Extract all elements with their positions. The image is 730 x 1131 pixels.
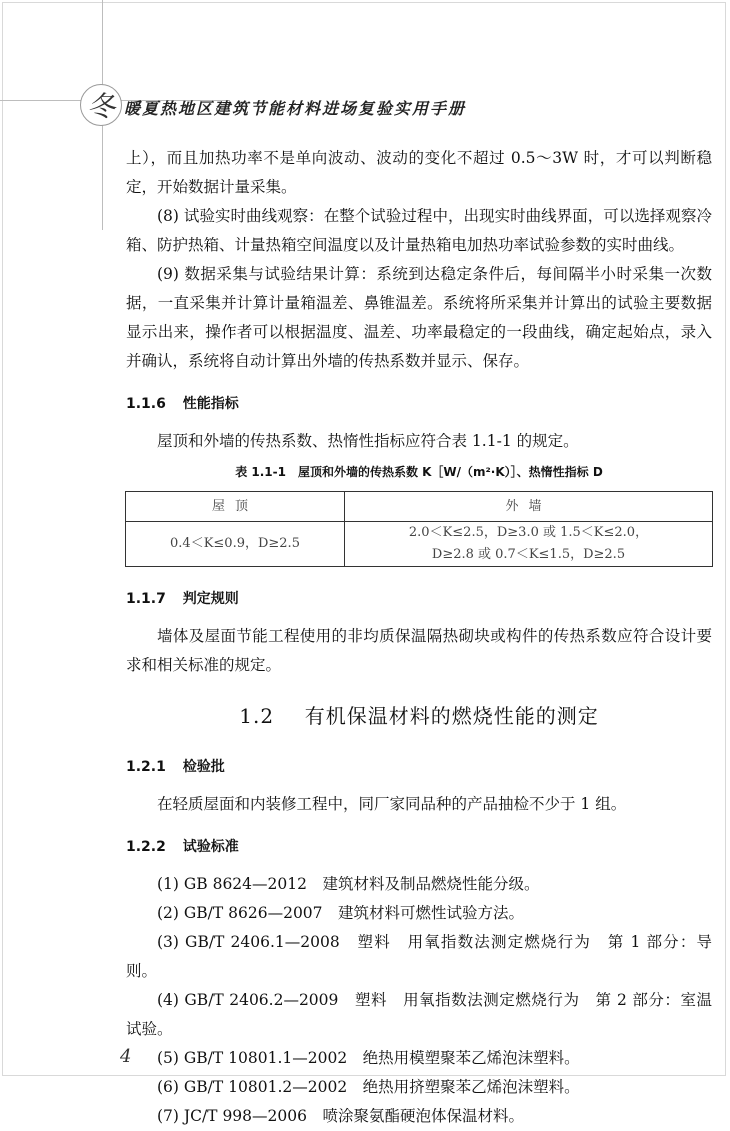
section-heading-1-2-1 xyxy=(126,753,712,782)
paragraph-batch: 在轻质屋面和内装修工程中，同厂家同品种的产品抽检不少于 1 组。 xyxy=(157,795,627,813)
section-title: 性能指标 xyxy=(182,396,239,412)
standards-list xyxy=(126,870,712,1131)
section-heading-1-1-7 xyxy=(126,585,712,614)
table-cell-wall-line-2: D≥2.8 或 0.7＜K≤1.5，D≥2.5 xyxy=(431,547,626,562)
section-number: 1.2.1 xyxy=(126,759,166,775)
section-number: 1.2.2 xyxy=(126,839,166,855)
table-cell-roof: 0.4＜K≤0.9，D≥2.5 xyxy=(126,522,345,567)
section-title: 检验批 xyxy=(182,759,225,775)
list-item: (3) GB/T 2406.1—2008 塑料 用氧指数法测定燃烧行为 第 1 部分：导则。 xyxy=(126,933,712,980)
season-mark-emblem xyxy=(80,84,122,126)
section-title: 判定规则 xyxy=(182,591,239,607)
chapter-heading-1-2 xyxy=(126,702,712,731)
list-item: (1) GB 8624—2012 建筑材料及制品燃烧性能分级。 xyxy=(157,875,540,893)
paragraph-step-9: (9) 数据采集与试验结果计算：系统到达稳定条件后，每间隔半小时采集一次数据，一直采集并计算计量箱温差、鼻锥温差。系统将所采集并计算出的试验主要数据显示出来，操作者可以根据温度、温差、功率最稳定的一段曲线，确定起始点，录入并确认，系统将自动计算出外墙的传热系数并显示、保存。 xyxy=(126,265,712,370)
chapter-title: 有机保温材料的燃烧性能的测定 xyxy=(304,704,599,728)
paragraph-judgement: 墙体及屋面节能工程使用的非均质保温隔热砌块或构件的传热系数应符合设计要求和相关标准的规定。 xyxy=(126,627,712,674)
table-title: 表 1.1-1 屋顶和外墙的传热系数 K［W/（m²·K）］、热惰性指标 D xyxy=(235,465,603,479)
list-item: (6) GB/T 10801.2—2002 绝热用挤塑聚苯乙烯泡沫塑料。 xyxy=(157,1078,580,1096)
paragraph-continuation: 上），而且加热功率不是单向波动、波动的变化不超过 0.5～3W 时，才可以判断稳定，开始数据计量采集。 xyxy=(126,149,712,196)
section-heading-1-1-6 xyxy=(126,390,712,419)
page-number: 4 xyxy=(120,1046,132,1067)
table-header-wall: 外墙 xyxy=(345,492,713,522)
table-cell-wall-line-1: 2.0＜K≤2.5，D≥3.0 或 1.5＜K≤2.0， xyxy=(408,525,649,540)
list-item: (7) JC/T 998—2006 喷涂聚氨酯硬泡体保温材料。 xyxy=(157,1107,524,1125)
section-number: 1.1.6 xyxy=(126,396,166,412)
section-title: 试验标准 xyxy=(182,839,239,855)
table-cell-wall xyxy=(345,522,713,567)
section-heading-1-2-2 xyxy=(126,833,712,862)
list-item: (2) GB/T 8626—2007 建筑材料可燃性试验方法。 xyxy=(157,904,525,922)
paragraph-step-8: (8) 试验实时曲线观察：在整个试验过程中，出现实时曲线界面，可以选择观察冷箱、防护热箱、计量热箱空间温度以及计量热箱电加热功率试验参数的实时曲线。 xyxy=(126,207,712,254)
running-header: 暖夏热地区建筑节能材料进场复验实用手册 xyxy=(124,99,467,118)
table-header-roof: 屋顶 xyxy=(126,492,345,522)
performance-table xyxy=(125,491,713,567)
paragraph-performance: 屋顶和外墙的传热系数、热惰性指标应符合表 1.1-1 的规定。 xyxy=(157,432,579,450)
chapter-number: 1.2 xyxy=(239,704,275,728)
section-number: 1.1.7 xyxy=(126,591,166,607)
list-item: (4) GB/T 2406.2—2009 塑料 用氧指数法测定燃烧行为 第 2 部分：室温试验。 xyxy=(126,991,712,1038)
list-item: (5) GB/T 10801.1—2002 绝热用模塑聚苯乙烯泡沫塑料。 xyxy=(157,1049,580,1067)
season-mark-text: 冬 xyxy=(86,90,115,123)
page-content xyxy=(126,144,712,1131)
